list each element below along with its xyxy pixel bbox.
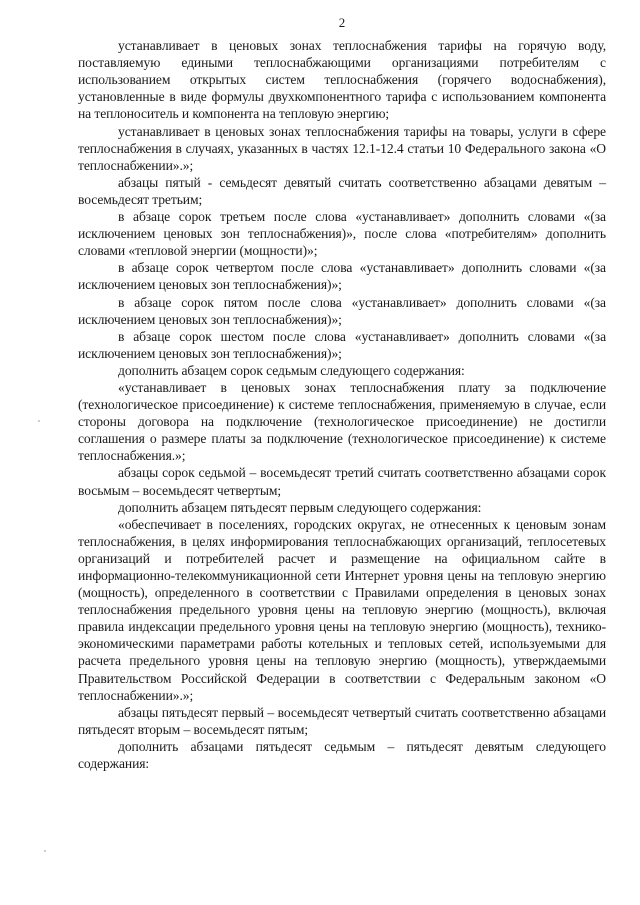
paragraph: в абзаце сорок третьем после слова «устанавливает» дополнить словами «(за исключением ценовых зон теплоснабжения)», после слова «потребителям» дополнить словами «тепловой энергии (мощности)»; bbox=[78, 209, 606, 259]
paragraph: «обеспечивает в поселениях, городских округах, не отнесенных к ценовым зонам теплоснабжения, в целях информирования теплоснабжающих организаций, теплосетевых организаций и потребителей расчет и размещение на официальном сайте в информационно-телекоммуникационной сети Интернет уровня цены на тепловую энергию (мощность), определенного в соответствии с Правилами определения в ценовых зонах теплоснабжения предельного уровня цены на тепловую энергию (мощность), включая правила индексации предельного уровня цены на тепловую энергию (мощность), технико-экономическими параметрами работы котельных и тепловых сетей, используемыми для расчета предельного уровня цены на тепловую энергию (мощность), утверждаемыми Правительством Российской Федерации в соответствии с Федеральным законом «О теплоснабжении».»; bbox=[78, 516, 606, 703]
paragraph: дополнить абзацами пятьдесят седьмым – пятьдесят девятым следующего содержания: bbox=[78, 738, 606, 772]
paragraph: устанавливает в ценовых зонах теплоснабжения тарифы на товары, услуги в сфере теплоснабжения в случаях, указанных в частях 12.1-12.4 статьи 10 Федерального закона «О теплоснабжении».»; bbox=[78, 123, 606, 173]
paragraph: «устанавливает в ценовых зонах теплоснабжения плату за подключение (технологическое присоединение) к системе теплоснабжения, применяемую в случае, если стороны договора на подключение (технологическое присоединение) не достигли соглашения о размере платы за подключение (технологическое присоединение) к системе теплоснабжения.»; bbox=[78, 379, 606, 464]
paragraph: устанавливает в ценовых зонах теплоснабжения тарифы на горячую воду, поставляемую едиными теплоснабжающими организациями потребителям с использованием открытых систем теплоснабжения (горячего водоснабжения), установленные в виде формулы двухкомпонентного тарифа с использованием компонента на теплоноситель и компонента на тепловую энергию; bbox=[78, 38, 606, 122]
paragraph: в абзаце сорок четвертом после слова «устанавливает» дополнить словами «(за исключением ценовых зон теплоснабжения)»; bbox=[78, 260, 606, 293]
paragraph: дополнить абзацем сорок седьмым следующего содержания: bbox=[118, 362, 465, 378]
paragraph: в абзаце сорок шестом после слова «устанавливает» дополнить словами «(за исключением ценовых зон теплоснабжения)»; bbox=[78, 328, 606, 361]
document-page bbox=[78, 14, 606, 772]
page-number: 2 bbox=[338, 15, 346, 30]
paragraph: дополнить абзацем пятьдесят первым следующего содержания: bbox=[118, 499, 482, 515]
paragraph: абзацы пятьдесят первый – восемьдесят четвертый считать соответственно абзацами пятьдесят вторым – восемьдесят пятым; bbox=[78, 704, 606, 737]
scan-artifact-dot bbox=[38, 420, 40, 422]
paragraph: в абзаце сорок пятом после слова «устанавливает» дополнить словами «(за исключением ценовых зон теплоснабжения)»; bbox=[78, 294, 606, 327]
paragraph: абзацы пятый - семьдесят девятый считать соответственно абзацами девятым – восемьдесят третьим; bbox=[78, 174, 606, 207]
scan-artifact-dot bbox=[44, 850, 46, 852]
paragraph: абзацы сорок седьмой – восемьдесят третий считать соответственно абзацами сорок восьмым – восемьдесят четвертым; bbox=[78, 465, 606, 498]
